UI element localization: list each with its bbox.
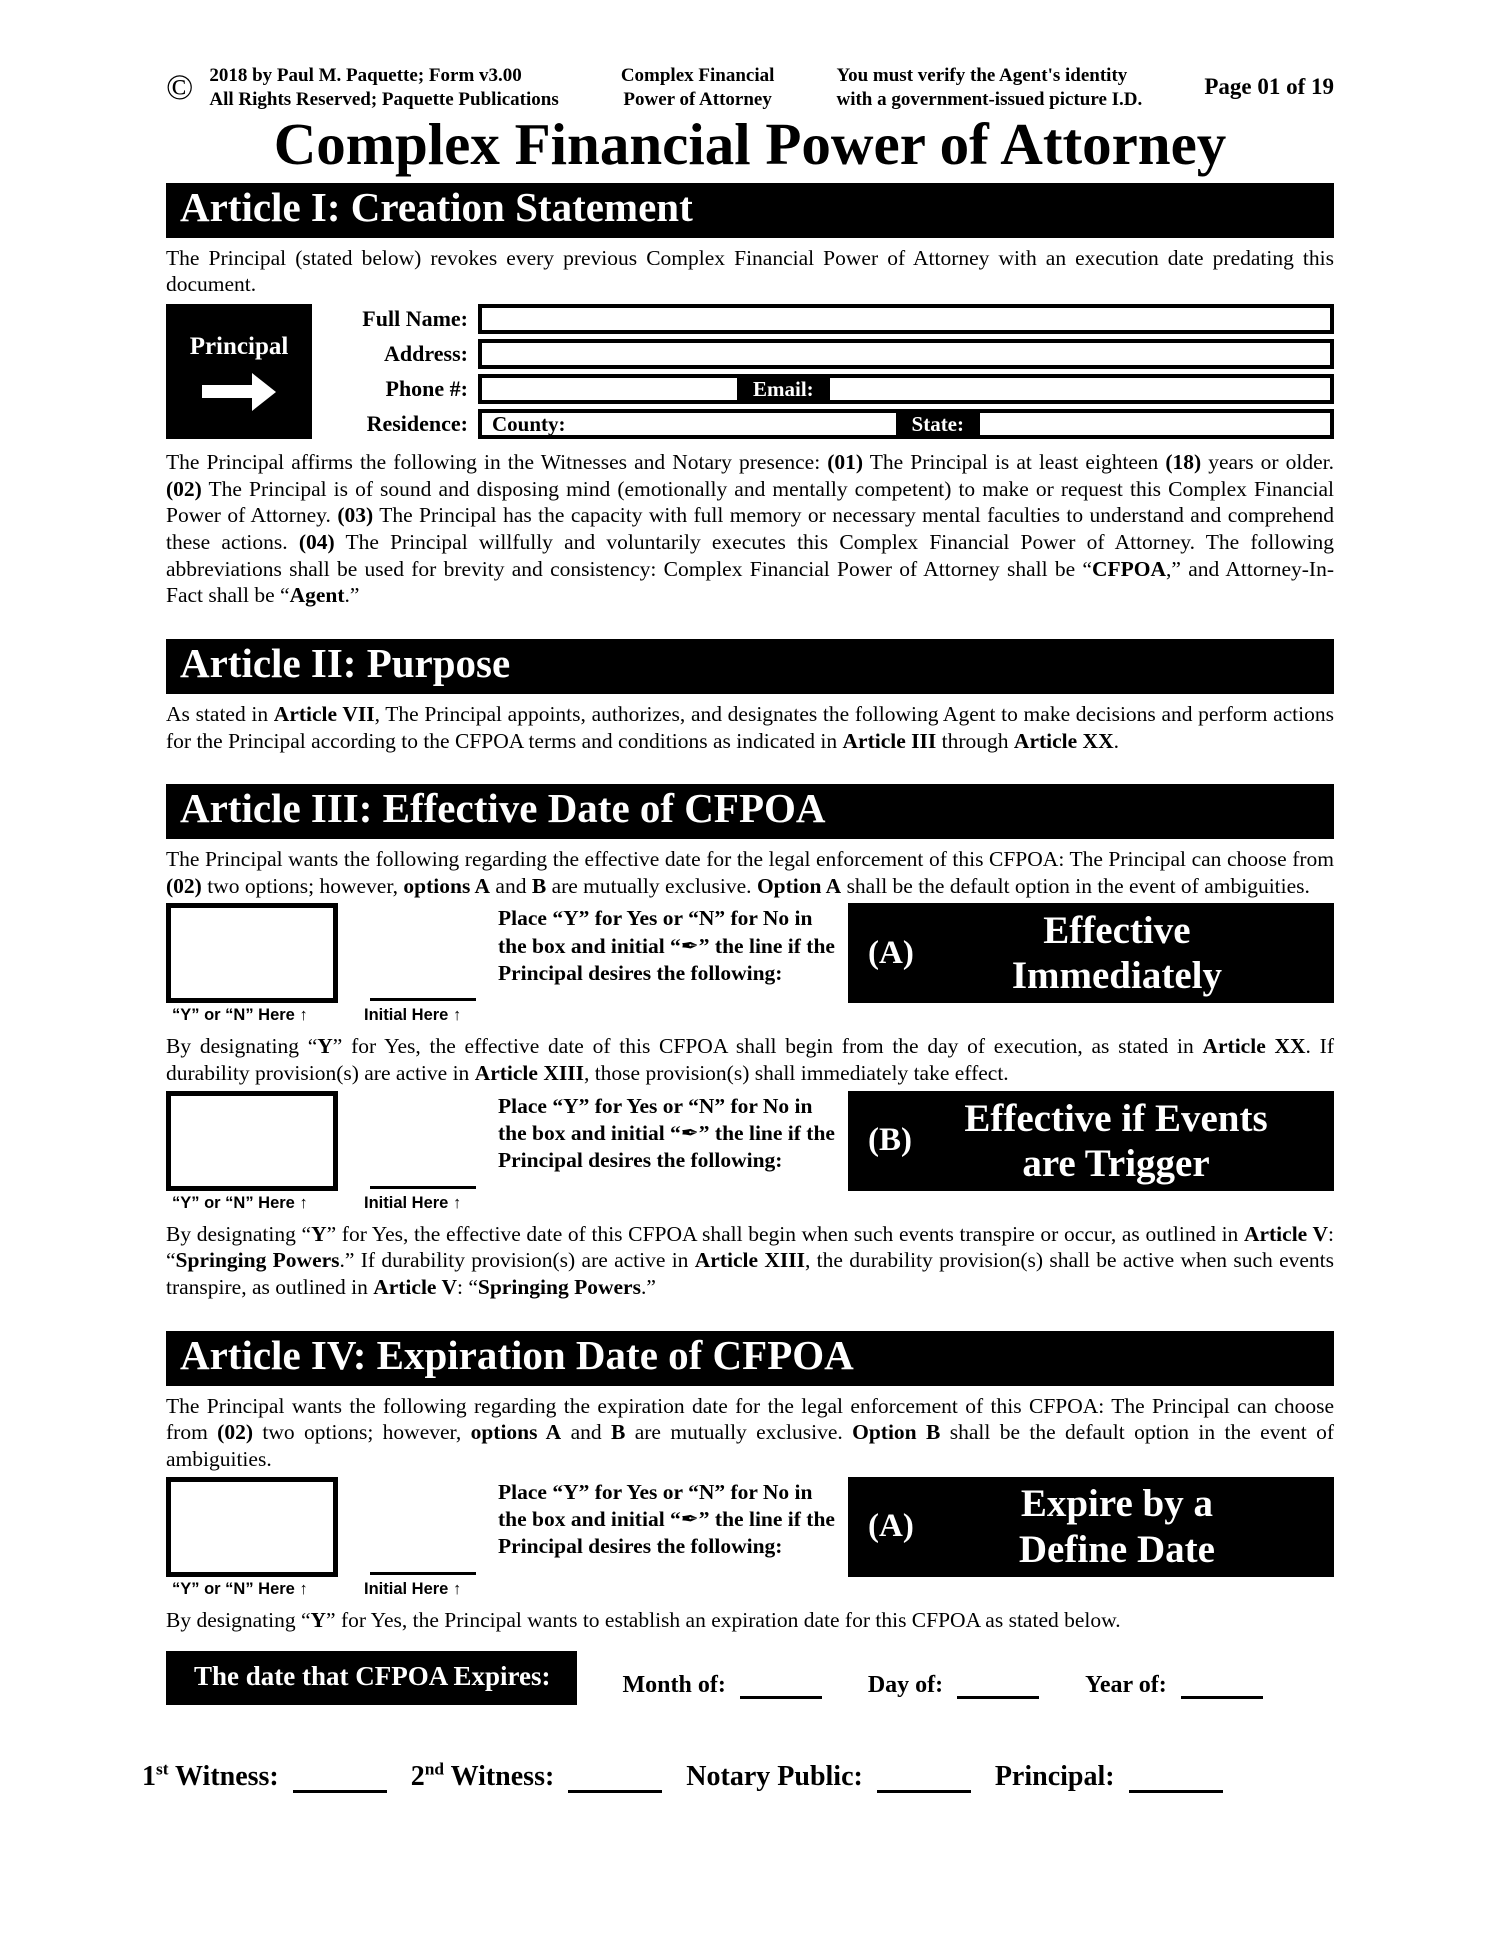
second-witness-label: 2nd Witness: — [410, 1759, 555, 1793]
option-instruction: Place “Y” for Yes or “N” for No in the box and initial “✒” the line if the Principal desires the following: — [498, 1093, 835, 1172]
month-field — [623, 1671, 822, 1705]
option-instruction: Place “Y” for Yes or “N” for No in the box and initial “✒” the line if the Principal desires the following: — [498, 1479, 835, 1558]
principal-box-label: Principal — [189, 332, 289, 360]
first-witness-initial-line[interactable] — [293, 1761, 387, 1793]
second-witness-initial-line[interactable] — [568, 1761, 662, 1793]
expiration-date-row — [166, 1651, 1334, 1705]
phone-email-row — [312, 374, 1334, 404]
full-name-label: Full Name: — [362, 306, 468, 332]
full-name-row — [312, 304, 1334, 334]
article3-optionA-title — [926, 908, 1334, 998]
article3-heading: Article III: Effective Date of CFPOA — [166, 784, 1334, 839]
first-witness-item — [142, 1761, 387, 1793]
publisher-line1: 2018 by Paul M. Paquette; Form v3.00 — [209, 65, 522, 86]
yn-here-label: “Y” or “N” Here ↑ — [172, 1579, 308, 1598]
second-witness-item — [411, 1761, 663, 1793]
article3-intro: The Principal wants the following regarding the effective date for the legal enforcement of this CFPOA: The Principal can choose from (02) two options; however, options A and B are mutually exclusive. Option A shall be the default option in the event of ambiguities. — [166, 847, 1334, 898]
initial-here-label: Initial Here ↑ — [364, 1193, 462, 1212]
document-short-line2: Power of Attorney — [623, 88, 772, 110]
verify-line1: You must verify the Agent's identity — [836, 65, 1128, 86]
page-number: Page 01 of 19 — [1204, 74, 1334, 100]
article3-optionB-yn-box[interactable] — [166, 1091, 338, 1191]
article3-optionB-title — [924, 1096, 1334, 1186]
article3-optionA-explanation: By designating “Y” for Yes, the effective date of this CFPOA shall begin from the day of execution, as stated in Article XX. If durability provision(s) are active in Article XIII, those provision(s) shall immediately take effect. — [166, 1034, 1334, 1086]
option-b-tag: (B) — [868, 1122, 912, 1159]
day-label: Day of: — [867, 1672, 944, 1699]
option-title-line: Immediately — [1011, 954, 1222, 998]
year-label: Year of: — [1085, 1672, 1167, 1699]
article3-optionA-yn-box[interactable] — [166, 903, 338, 1003]
article1-heading: Article I: Creation Statement — [166, 183, 1334, 238]
address-input[interactable] — [478, 339, 1334, 369]
notary-item — [686, 1761, 971, 1793]
email-input[interactable] — [830, 378, 1330, 400]
publisher-info — [209, 64, 558, 112]
initial-here-label: Initial Here ↑ — [364, 1579, 462, 1598]
option-title-line: Define Date — [1018, 1527, 1215, 1571]
county-label: County: — [492, 411, 566, 436]
yn-here-label: “Y” or “N” Here ↑ — [172, 1193, 308, 1212]
copyright-icon: © — [166, 67, 194, 108]
residence-row — [312, 409, 1334, 439]
article4-optionA-banner — [848, 1477, 1334, 1577]
document-title: Complex Financial Power of Attorney — [273, 110, 1227, 177]
principal-initial-line[interactable] — [1129, 1761, 1223, 1793]
state-input[interactable] — [980, 413, 1330, 435]
article1-intro: The Principal (stated below) revokes every previous Complex Financial Power of Attorney with an execution date predating this document. — [166, 245, 1334, 297]
principal-signature-label: Principal: — [994, 1761, 1115, 1793]
month-input-line[interactable] — [740, 1671, 822, 1699]
article3-optionB-explanation: By designating “Y” for Yes, the effective date of this CFPOA shall begin when such events transpire or occur, as outlined in Article V: “Springing Powers.” If durability provision(s) are active in Article XIII, the durability provision(s) shall be active when such events transpire, as outlined in Article V: “Springing Powers.” — [166, 1221, 1335, 1300]
county-input[interactable] — [574, 413, 896, 435]
month-label: Month of: — [622, 1672, 726, 1699]
initials-footer — [142, 1761, 1334, 1793]
state-label: State: — [896, 413, 980, 435]
option-a-tag: (A) — [868, 1508, 914, 1545]
year-input-line[interactable] — [1181, 1671, 1263, 1699]
day-input-line[interactable] — [957, 1671, 1039, 1699]
article4-optionA-yn-box[interactable] — [166, 1477, 338, 1577]
phone-input[interactable] — [482, 378, 737, 400]
initial-here-label: Initial Here ↑ — [364, 1006, 462, 1025]
full-name-input[interactable] — [478, 304, 1334, 334]
article3-optionB-banner — [848, 1091, 1334, 1191]
principal-box — [166, 304, 312, 439]
right-arrow-icon — [202, 373, 276, 411]
article2-body: As stated in Article VII, The Principal appoints, authorizes, and designates the following Agent to make decisions and perform actions for the Principal according to the CFPOA terms and conditions as indicated in Article III through Article XX. — [166, 701, 1334, 753]
document-short-name — [621, 64, 775, 112]
option-title-line: Effective if Events — [964, 1096, 1268, 1140]
article1-affirmation: The Principal affirms the following in the Witnesses and Notary presence: (01) The Principal is at least eighteen (18) years or older. (02) The Principal is of sound and disposing mind (emotionally and mentally competent) to make or request this Complex Financial Power of Attorney. (03) The Principal has the capacity with full memory or necessary mental faculties to understand and comprehend these actions. (04) The Principal willfully and voluntarily executes this Complex Financial Power of Attorney. The following abbreviations shall be used for brevity and consistency: Complex Financial Power of Attorney shall be “CFPOA,” and Attorney-In-Fact shall be “Agent.” — [166, 450, 1335, 608]
article2-heading: Article II: Purpose — [166, 639, 1334, 694]
year-field — [1085, 1671, 1263, 1705]
phone-label: Phone #: — [385, 376, 468, 402]
option-title-line: Expire by a — [1020, 1482, 1213, 1526]
article4-optionA-row — [166, 1477, 1334, 1577]
article4-optionA-initial-line[interactable] — [370, 1572, 476, 1575]
identity-verification-notice — [836, 64, 1142, 112]
article4-optionA-underlabels — [166, 1580, 1334, 1599]
article4-optionA-title — [926, 1481, 1334, 1571]
notary-label: Notary Public: — [686, 1761, 863, 1793]
page-header — [166, 64, 1334, 112]
document-short-line1: Complex Financial — [620, 65, 775, 86]
article3-optionA-underlabels — [166, 1006, 1334, 1025]
first-witness-label: 1st Witness: — [142, 1759, 279, 1793]
notary-initial-line[interactable] — [877, 1761, 971, 1793]
address-row — [312, 339, 1334, 369]
option-instruction: Place “Y” for Yes or “N” for No in the box and initial “✒” the line if the Principal desires the following: — [498, 906, 835, 985]
residence-label: Residence: — [366, 411, 468, 437]
article4-heading: Article IV: Expiration Date of CFPOA — [166, 1331, 1334, 1386]
article3-optionA-banner — [848, 903, 1334, 1003]
option-a-tag: (A) — [868, 934, 914, 971]
publisher-line2: All Rights Reserved; Paquette Publications — [209, 88, 559, 110]
option-title-line: Effective — [1043, 909, 1191, 953]
address-label: Address: — [384, 341, 468, 367]
article3-optionB-initial-line[interactable] — [370, 1186, 476, 1189]
expire-date-label: The date that CFPOA Expires: — [166, 1651, 577, 1705]
yn-here-label: “Y” or “N” Here ↑ — [172, 1006, 308, 1025]
option-title-line: are Trigger — [1022, 1141, 1210, 1185]
principal-item — [995, 1761, 1223, 1793]
email-label: Email: — [737, 378, 830, 400]
article4-intro: The Principal wants the following regarding the expiration date for the legal enforcement of this CFPOA: The Principal can choose from (02) two options; however, options A and B are mutually exclusive. Option B shall be the default option in the event of ambiguities. — [166, 1393, 1334, 1471]
verify-line2: with a government-issued picture I.D. — [836, 88, 1143, 110]
principal-info-block — [166, 304, 1334, 439]
article3-optionB-row — [166, 1091, 1334, 1191]
article3-optionA-initial-line[interactable] — [370, 998, 476, 1001]
article4-optionA-explanation: By designating “Y” for Yes, the Principal wants to establish an expiration date for this CFPOA as stated below. — [166, 1607, 1121, 1632]
day-field — [868, 1671, 1039, 1705]
article3-optionA-row — [166, 903, 1334, 1003]
article3-optionB-underlabels — [166, 1194, 1334, 1213]
